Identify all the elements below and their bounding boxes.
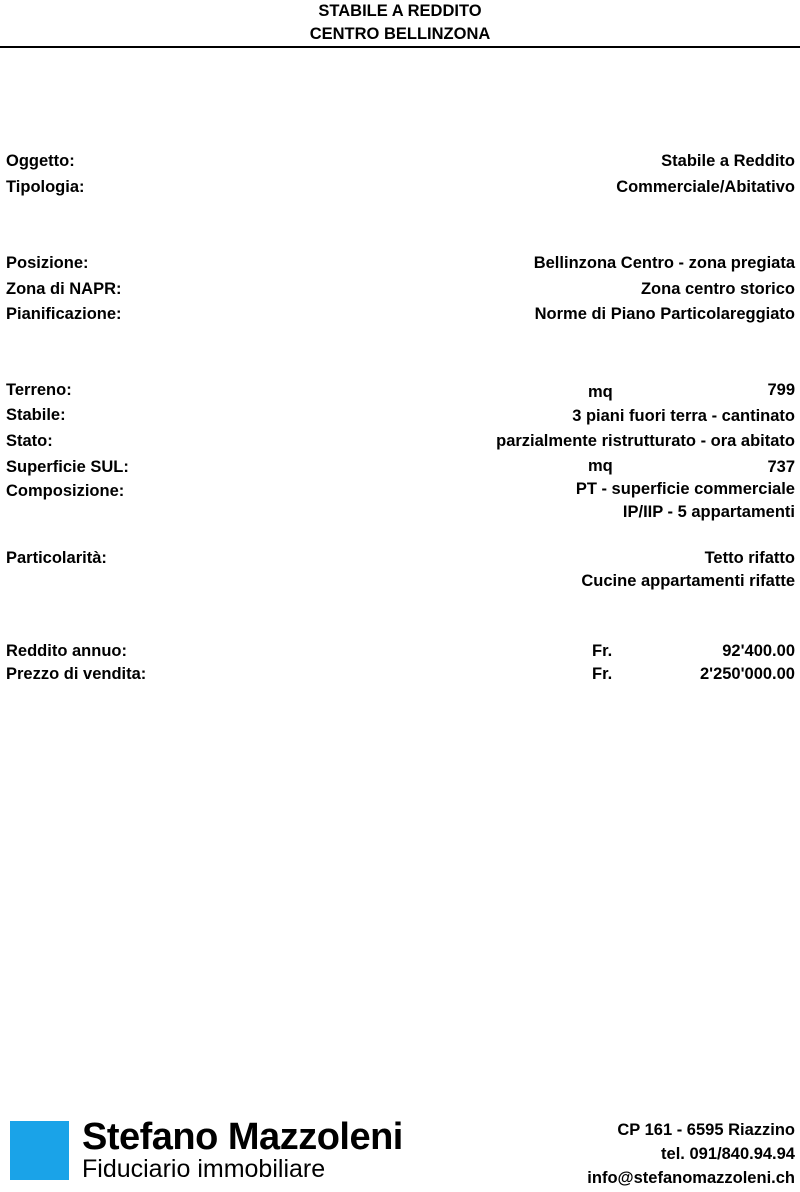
prezzo-value: 2'250'000.00 [699,665,795,683]
stato-label: Stato: [6,432,53,450]
posizione-label: Posizione: [6,254,89,272]
composizione-value-2: IP/IIP - 5 appartamenti [622,503,795,521]
reddito-currency: Fr. [592,642,613,660]
zona-napr-label: Zona di NAPR: [6,280,122,298]
terreno-unit: mq [588,383,613,401]
zona-napr-value: Zona centro storico [640,280,795,298]
particolarita-value-2: Cucine appartamenti rifatte [581,572,795,590]
pianificazione-label: Pianificazione: [6,305,122,323]
stabile-value: 3 piani fuori terra - cantinato [572,407,795,425]
stato-value: parzialmente ristrutturato - ora abitato [496,432,795,450]
superficie-value: 737 [767,458,795,476]
terreno-label: Terreno: [6,381,72,399]
terreno-value: 799 [767,381,795,399]
reddito-label: Reddito annuo: [6,642,127,660]
footer-phone: tel. 091/840.94.94 [661,1145,795,1163]
footer-email[interactable]: info@stefanomazzoleni.ch [587,1169,795,1187]
particolarita-label: Particolarità: [6,549,107,567]
tipologia-label: Tipologia: [6,178,85,196]
posizione-value: Bellinzona Centro - zona pregiata [533,254,795,272]
logo-name: Stefano Mazzoleni [82,1116,403,1158]
prezzo-label: Prezzo di vendita: [6,665,147,683]
tipologia-value: Commerciale/Abitativo [616,178,795,196]
superficie-label: Superficie SUL: [6,458,129,476]
particolarita-value-1: Tetto rifatto [704,549,795,567]
logo-square-mark [10,1121,69,1180]
pianificazione-value: Norme di Piano Particolareggiato [534,305,795,323]
reddito-value: 92'400.00 [722,642,795,660]
superficie-unit: mq [588,457,613,475]
header-divider [0,46,800,48]
header-title-line-1: STABILE A REDDITO [318,2,482,20]
composizione-label: Composizione: [6,482,125,500]
stabile-label: Stabile: [6,406,66,424]
oggetto-value: Stabile a Reddito [661,152,795,170]
oggetto-label: Oggetto: [6,152,75,170]
header-title-line-2: CENTRO BELLINZONA [309,25,491,43]
logo-subtitle: Fiduciario immobiliare [82,1155,326,1183]
prezzo-currency: Fr. [592,665,613,683]
composizione-value-1: PT - superficie commerciale [575,480,795,498]
footer-address: CP 161 - 6595 Riazzino [617,1121,795,1139]
